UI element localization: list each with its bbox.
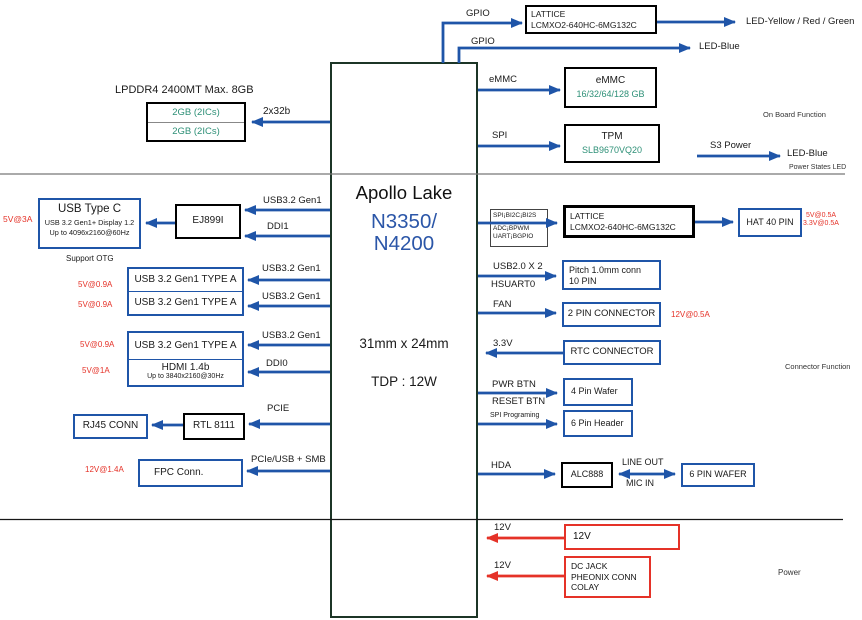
lattice2-block — [563, 205, 695, 238]
memory-bank2: 2GB (2ICs) — [148, 122, 244, 140]
line-out-label: LINE OUT — [622, 457, 664, 467]
usbc-power-label: 5V@3A — [3, 214, 33, 224]
spi-programming-label: SPI Programing — [490, 412, 540, 419]
tpm-part: SLB9670VQ20 — [581, 145, 643, 155]
usba2-bus-label: USB3.2 Gen1 — [262, 291, 321, 302]
s3-led-blue-label: LED-Blue — [787, 148, 828, 159]
rj45-block — [73, 414, 148, 439]
usb2-bus-label: USB2.0 X 2 — [493, 261, 543, 272]
12v-rail-label: 12V — [573, 531, 591, 542]
usba2-power-label: 5V@0.9A — [78, 300, 113, 309]
header6-block — [563, 410, 633, 437]
hdmi-bus-label: DDI0 — [266, 358, 288, 369]
hda-bus-label: HDA — [491, 460, 512, 471]
dc-jack-line2: PHEONIX CONN — [571, 571, 637, 582]
emmc-bus-label: eMMC — [489, 74, 517, 85]
usb-a-port2: USB 3.2 Gen1 TYPE A — [129, 291, 242, 313]
usba3-power-label: 5V@0.9A — [80, 340, 115, 349]
wafer4-label: 4 Pin Wafer — [571, 386, 618, 396]
rj45-label: RJ45 CONN — [82, 420, 139, 431]
lattice1-name: LATTICE — [531, 9, 566, 19]
mic-in-label: MIC IN — [626, 478, 654, 488]
led-blue-label: LED-Blue — [699, 41, 740, 52]
wafer4-block — [563, 378, 633, 406]
pwr-btn-label: PWR BTN — [492, 379, 536, 390]
wafer6-label: 6 PIN WAFER — [689, 469, 747, 479]
rtl8111-block — [183, 413, 245, 440]
io-mux-line3: UART¡BGPIO — [493, 233, 534, 240]
usbc-otg-note: Support OTG — [66, 254, 114, 263]
usb-a-port1: USB 3.2 Gen1 TYPE A — [134, 274, 237, 285]
hdmi-title: HDMI 1.4b — [161, 362, 210, 373]
hdmi-port — [129, 359, 242, 380]
usba3-bus-label: USB3.2 Gen1 — [262, 330, 321, 341]
reset-btn-label: RESET BTN — [492, 396, 546, 407]
usba1-power-label: 5V@0.9A — [78, 280, 113, 289]
usba1-bus-label: USB3.2 Gen1 — [262, 263, 321, 274]
alc888-block — [561, 462, 613, 488]
usb-a-hdmi-group — [127, 331, 244, 387]
io-mux-block — [490, 209, 548, 247]
section-connector-function: Connector Function — [785, 362, 851, 371]
io-mux-line1: SPI¡BI2C¡BI2S — [493, 212, 537, 219]
rtl8111-label: RTL 8111 — [193, 420, 235, 431]
hsuart-bus-label: HSUART0 — [491, 279, 536, 290]
fan-conn-block — [562, 302, 661, 327]
dc-jack-block — [564, 556, 651, 598]
fan-bus-label: FAN — [493, 299, 512, 310]
usbc-line2: Up to 4096x2160@60Hz — [49, 228, 130, 237]
dc-jack-line1: DC JACK — [571, 561, 608, 571]
dc-jack-line3: COLAY — [571, 582, 600, 592]
rtc-conn-label: RTC CONNECTOR — [570, 346, 654, 357]
ej899i-bus2-label: DDI1 — [267, 221, 289, 232]
gpio2-bus-label: GPIO — [471, 36, 495, 47]
lattice2-name: LATTICE — [570, 211, 605, 221]
ej899i-bus1-label: USB3.2 Gen1 — [263, 195, 322, 206]
tpm-block — [564, 124, 660, 163]
hdmi-sub: Up to 3840x2160@30Hz — [147, 373, 224, 380]
cpu-model-line1: N3350/ — [370, 210, 438, 233]
section-power-states-led: Power States LED — [789, 164, 847, 171]
alc888-label: ALC888 — [570, 469, 604, 479]
rtc-bus-label: 3.3V — [493, 338, 513, 349]
usb-type-c-block — [38, 198, 141, 249]
rtc-conn-block — [563, 340, 661, 365]
usbc-title: USB Type C — [57, 203, 122, 215]
lattice1-block — [525, 5, 657, 34]
s3-power-label: S3 Power — [710, 140, 752, 151]
hat-power1-label: 5V@0.5A — [806, 212, 837, 219]
pitch-conn-line2: 10 PIN — [569, 275, 597, 286]
usb-a-group1 — [127, 267, 244, 316]
usb-a-port3: USB 3.2 Gen1 TYPE A — [134, 340, 237, 351]
cpu-model-line2: N4200 — [373, 232, 435, 255]
gpio1-bus-label: GPIO — [466, 8, 490, 19]
hat-power2-label: 3.3V@0.5A — [803, 220, 839, 227]
fpc-bus-label: PCIe/USB + SMB — [251, 454, 326, 465]
memory-bus-label: 2x32b — [263, 106, 291, 117]
hdmi-power-label: 5V@1A — [82, 366, 110, 375]
cpu-tdp: TDP : 12W — [371, 374, 437, 389]
memory-title: LPDDR4 2400MT Max. 8GB — [115, 84, 254, 96]
spi-bus-label: SPI — [492, 130, 508, 141]
emmc-capacity: 16/32/64/128 GB — [576, 89, 645, 99]
fan-power-label: 12V@0.5A — [671, 310, 710, 319]
ej899i-label: EJ899I — [192, 215, 224, 226]
header6-label: 6 Pin Header — [571, 418, 624, 428]
12v-bus2-label: 12V — [494, 560, 511, 571]
emmc-block — [564, 67, 657, 108]
led-yrg-label: LED-Yellow / Red / Green — [746, 16, 855, 27]
pitch-conn-block — [562, 260, 661, 290]
lattice1-part: LCMXO2-640HC-6MG132C — [531, 19, 637, 30]
fpc-power-label: 12V@1.4A — [85, 465, 124, 474]
lattice2-part: LCMXO2-640HC-6MG132C — [570, 221, 676, 232]
pitch-conn-line1: Pitch 1.0mm conn — [569, 265, 642, 275]
memory-block — [146, 102, 246, 142]
cpu-dimensions: 31mm x 24mm — [359, 336, 449, 351]
fan-conn-label: 2 PIN CONNECTOR — [567, 308, 656, 319]
hat40-label: HAT 40 PIN — [746, 217, 794, 227]
fpc-label: FPC Conn. — [154, 467, 204, 478]
memory-bank1: 2GB (2ICs) — [172, 107, 220, 118]
cpu-title: Apollo Lake — [355, 182, 453, 203]
io-mux-line2: ADC¡BPWM — [493, 225, 530, 232]
cpu-block — [330, 62, 478, 618]
emmc-title: eMMC — [595, 75, 626, 86]
usbc-line1: USB 3.2 Gen1+ Display 1.2 — [44, 218, 135, 227]
fpc-block — [138, 459, 243, 487]
section-power: Power — [778, 568, 801, 577]
pcie-bus-label: PCIE — [267, 403, 290, 414]
12v-bus1-label: 12V — [494, 522, 511, 533]
section-on-board-function: On Board Function — [763, 110, 826, 119]
tpm-title: TPM — [601, 131, 623, 142]
wafer6-block — [681, 463, 755, 487]
ej899i-block — [175, 204, 241, 239]
hat40-block — [738, 208, 802, 237]
12v-rail-block — [564, 524, 680, 550]
